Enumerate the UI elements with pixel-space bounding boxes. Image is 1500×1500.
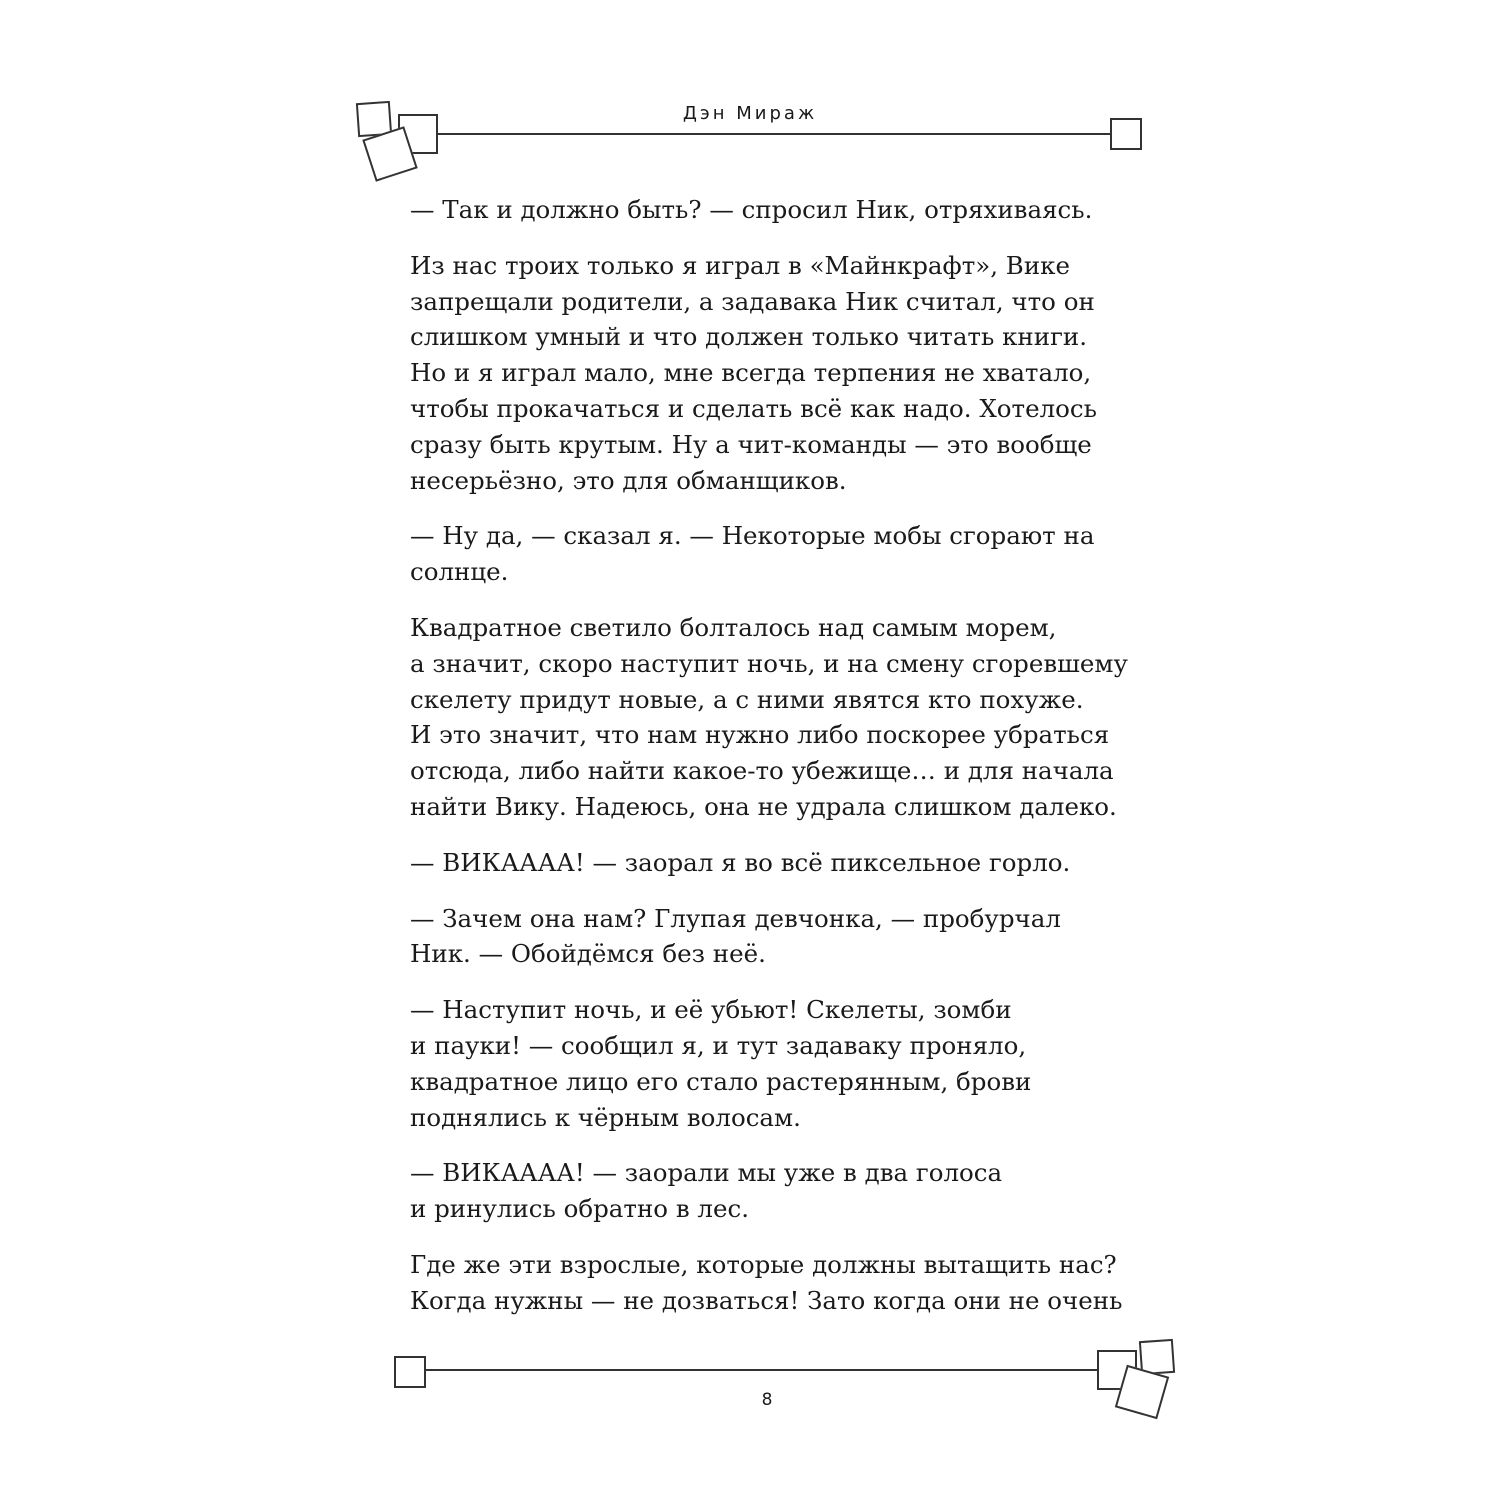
text-line: — Так и должно быть? — спросил Ник, отряхиваясь. <box>410 195 1093 224</box>
text-line: квадратное лицо его стало растерянным, брови <box>410 1066 1032 1096</box>
paragraph <box>410 192 1130 228</box>
footer-rule <box>425 1369 1100 1371</box>
page-body-text <box>410 192 1130 1339</box>
text-line: Когда нужны — не дозваться! Зато когда они не очень <box>410 1285 1123 1315</box>
text-line: несерьёзно, это для обманщиков. <box>410 465 847 495</box>
paragraph <box>410 248 1130 499</box>
decor-square-icon <box>1110 118 1142 150</box>
text-line: запрещали родители, а задавака Ник считал, что он <box>410 286 1095 316</box>
paragraph <box>410 1247 1130 1319</box>
paragraph <box>410 1155 1130 1227</box>
text-line: найти Вику. Надеюсь, она не удрала слишком далеко. <box>410 791 1117 821</box>
text-line: Но и я играл мало, мне всегда терпения не хватало, <box>410 358 1092 388</box>
paragraph <box>410 901 1130 973</box>
paragraph <box>410 845 1130 881</box>
text-line: — Ну да, — сказал я. — Некоторые мобы сгорают на <box>410 521 1095 551</box>
text-line: И это значит, что нам нужно либо поскорее убраться <box>410 720 1110 750</box>
text-line: скелету придут новые, а с ними явятся кто похуже. <box>410 684 1084 714</box>
text-line: Квадратное светило болталось над самым морем, <box>410 612 1057 642</box>
page-number: 8 <box>761 1390 773 1410</box>
text-line: — ВИКАААА! — заорали мы уже в два голоса <box>410 1158 1003 1188</box>
text-line: солнце. <box>410 557 509 587</box>
text-line: поднялись к чёрным волосам. <box>410 1102 801 1132</box>
text-line: и ринулись обратно в лес. <box>410 1194 749 1224</box>
text-line: слишком умный и что должен только читать книги. <box>410 322 1088 352</box>
text-line: а значит, скоро наступит ночь, и на смену сгоревшему <box>410 648 1128 678</box>
decor-square-icon <box>394 1356 426 1388</box>
text-line: Ник. — Обойдёмся без неё. <box>410 939 766 969</box>
text-line: и пауки! — сообщил я, и тут задаваку проняло, <box>410 1030 1027 1060</box>
running-header-author: Дэн Мираж <box>682 103 818 124</box>
text-line: отсюда, либо найти какое-то убежище… и для начала <box>410 756 1114 786</box>
text-line: — ВИКАААА! — заорал я во всё пиксельное горло. <box>410 847 1071 877</box>
header-rule <box>430 133 1120 135</box>
text-line: сразу быть крутым. Ну а чит-команды — это вообще <box>410 429 1092 459</box>
paragraph <box>410 992 1130 1135</box>
paragraph <box>410 518 1130 590</box>
text-line: Из нас троих только я играл в «Майнкрафт», Вике <box>410 250 1070 280</box>
text-line: Где же эти взрослые, которые должны вытащить нас? <box>410 1249 1117 1279</box>
text-line: — Зачем она нам? Глупая девчонка, — пробурчал <box>410 903 1061 933</box>
text-line: — Наступит ночь, и её убьют! Скелеты, зомби <box>410 995 1012 1025</box>
text-line: чтобы прокачаться и сделать всё как надо. Хотелось <box>410 393 1097 423</box>
paragraph <box>410 610 1130 825</box>
